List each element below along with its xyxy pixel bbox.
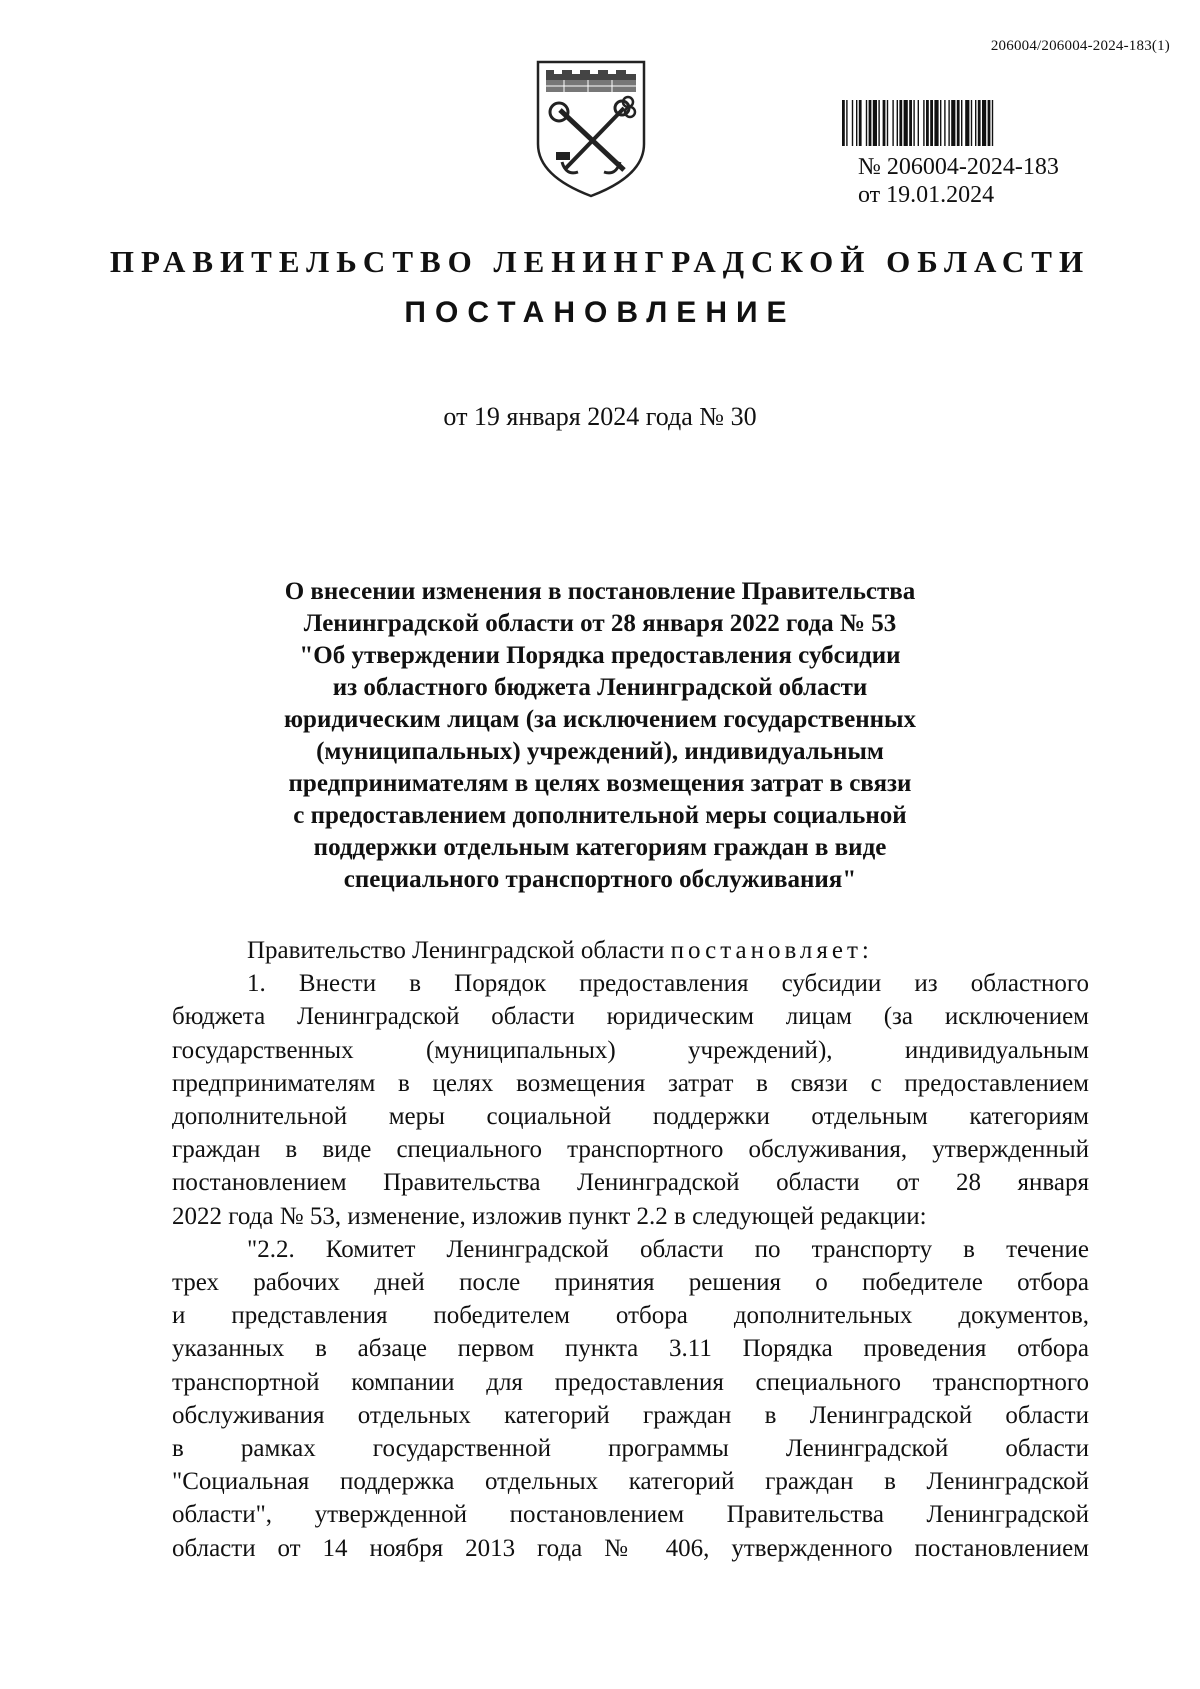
body-line: дополнительной меры социальной поддержки отдельным категориям	[172, 1103, 1089, 1131]
body-line: области от 14 ноября 2013 года № 406, утвержденного постановлением	[172, 1534, 1089, 1562]
body-line: постановлением Правительства Ленинградской области от 28 января	[172, 1169, 1089, 1197]
body-line: обслуживания отдельных категорий граждан в Ленинградской области	[172, 1401, 1089, 1429]
body-line: 1. Внести в Порядок предоставления субсидии из областного	[247, 970, 1089, 998]
body-line: "2.2. Комитет Ленинградской области по транспорту в течение	[247, 1235, 1089, 1263]
document-id: 206004/206004-2024-183(1)	[990, 38, 1170, 54]
registration-number: № 206004-2024-183	[858, 154, 1059, 180]
subject-line: "Об утверждении Порядка предоставления субсидии	[299, 642, 901, 669]
subject-line: предпринимателям в целях возмещения затрат в связи	[288, 770, 912, 797]
decree-body	[172, 934, 1089, 1565]
body-line: "Социальная поддержка отдельных категорий граждан в Ленинградской	[172, 1468, 1089, 1496]
body-line: 2022 года № 53, изменение, изложив пункт 2.2 в следующей редакции:	[172, 1202, 927, 1230]
decree-date-line: от 19 января 2024 года № 30	[443, 402, 757, 431]
document-type: ПОСТАНОВЛЕНИЕ	[404, 296, 796, 329]
subject-line: О внесении изменения в постановление Правительства	[284, 578, 916, 605]
body-line: государственных (муниципальных) учреждений), индивидуальным	[172, 1036, 1089, 1064]
body-line: бюджета Ленинградской области юридическим лицам (за исключением	[172, 1003, 1089, 1031]
barcode-icon	[842, 100, 1105, 146]
body-line: граждан в виде специального транспортного обслуживания, утвержденный	[172, 1136, 1089, 1164]
preamble-resolves: постановляет:	[670, 937, 873, 964]
registration-date: от 19.01.2024	[858, 182, 995, 208]
government-title: ПРАВИТЕЛЬСТВО ЛЕНИНГРАДСКОЙ ОБЛАСТИ	[109, 244, 1091, 279]
preamble	[172, 934, 1089, 967]
subject-line: поддержки отдельным категориям граждан в виде	[313, 834, 887, 861]
body-line: области", утвержденной постановлением Правительства Ленинградской	[172, 1501, 1089, 1529]
body-line: указанных в абзаце первом пункта 3.11 Порядка проведения отбора	[172, 1335, 1089, 1363]
coat-of-arms-icon	[532, 58, 650, 200]
subject-line: юридическим лицам (за исключением государственных	[283, 706, 917, 733]
subject-line: (муниципальных) учреждений), индивидуальным	[316, 738, 884, 765]
body-line: и представления победителем отбора дополнительных документов,	[172, 1302, 1089, 1330]
body-line: трех рабочих дней после принятия решения о победителе отбора	[172, 1269, 1089, 1297]
subject-line: специального транспортного обслуживания"	[343, 866, 857, 893]
body-line: в рамках государственной программы Ленинградской области	[172, 1435, 1089, 1463]
subject-line: из областного бюджета Ленинградской области	[332, 674, 868, 701]
body-line: предпринимателям в целях возмещения затрат в связи с предоставлением	[172, 1069, 1089, 1097]
subject-line: Ленинградской области от 28 января 2022 года № 53	[303, 610, 897, 637]
subject-line: с предоставлением дополнительной меры социальной	[293, 802, 907, 829]
preamble-text: Правительство Ленинградской области	[247, 937, 665, 964]
decree-subject	[250, 576, 950, 896]
body-line: транспортной компании для предоставления специального транспортного	[172, 1368, 1089, 1396]
